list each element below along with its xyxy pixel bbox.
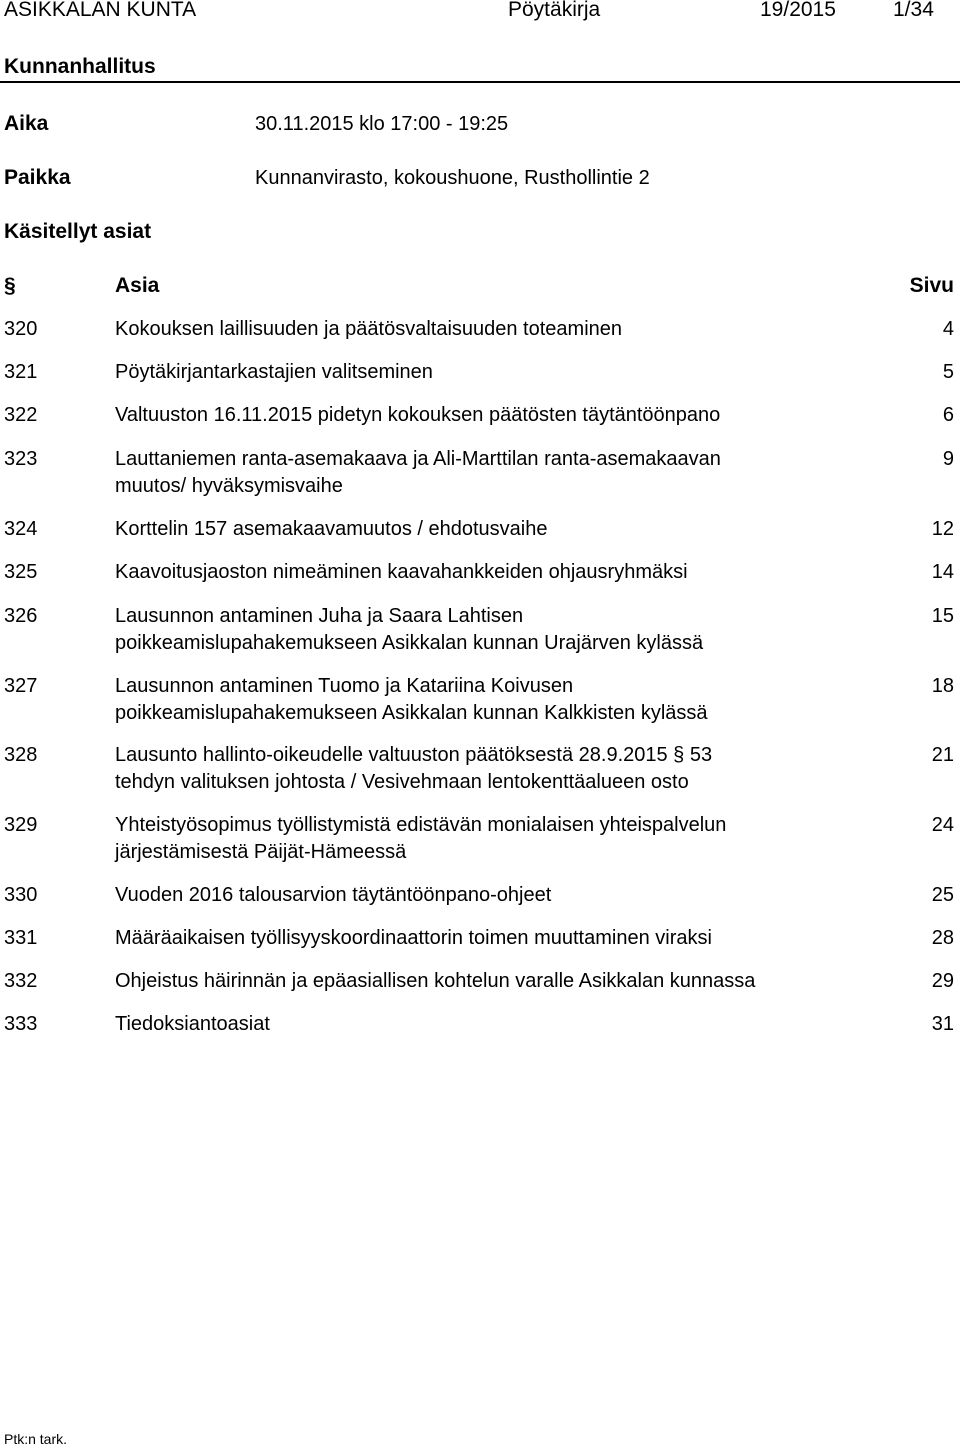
item-number: 323	[4, 448, 38, 470]
item-title: Ohjeistus häirinnän ja epäasiallisen kohtelun varalle Asikkalan kunnassa	[115, 970, 756, 992]
item-title: Lauttaniemen ranta-asemakaava ja Ali-Marttilan ranta-asemakaavan	[115, 448, 721, 470]
time-value: 30.11.2015 klo 17:00 - 19:25	[255, 113, 509, 135]
item-title-cont: poikkeamislupahakemukseen Asikkalan kunnan Kalkkisten kylässä	[115, 702, 708, 724]
item-number: 333	[4, 1013, 38, 1035]
item-page: 24	[931, 814, 954, 836]
place-label: Paikka	[4, 166, 71, 189]
item-page: 31	[931, 1013, 954, 1035]
item-title-cont: muutos/ hyväksymisvaihe	[115, 475, 343, 497]
item-page: 12	[931, 518, 954, 540]
item-title: Lausunnon antaminen Tuomo ja Katariina Koivusen	[115, 675, 574, 697]
item-title: Vuoden 2016 talousarvion täytäntöönpano-ohjeet	[115, 884, 552, 906]
item-title: Kaavoitusjaoston nimeäminen kaavahankkeiden ohjausryhmäksi	[115, 561, 688, 583]
subject-header: Asia	[115, 274, 160, 297]
item-page: 18	[931, 675, 954, 697]
item-page: 14	[931, 561, 954, 583]
item-title: Lausunnon antaminen Juha ja Saara Lahtisen	[115, 605, 524, 627]
item-number: 332	[4, 970, 38, 992]
items-heading: Käsitellyt asiat	[4, 220, 152, 243]
item-title: Lausunto hallinto-oikeudelle valtuuston päätöksestä 28.9.2015 § 53	[115, 744, 713, 766]
item-number: 325	[4, 561, 38, 583]
item-number: 322	[4, 404, 38, 426]
item-number: 321	[4, 361, 38, 383]
item-title: Tiedoksiantoasiat	[115, 1013, 270, 1035]
item-page: 28	[931, 927, 954, 949]
item-title: Pöytäkirjantarkastajien valitseminen	[115, 361, 433, 383]
governing-body: Kunnanhallitus	[4, 55, 156, 78]
item-number: 328	[4, 744, 38, 766]
document-type: Pöytäkirja	[508, 0, 601, 21]
place-value: Kunnanvirasto, kokoushuone, Rusthollintie 2	[255, 167, 650, 189]
item-title: Määräaikaisen työllisyyskoordinaattorin toimen muuttaminen viraksi	[115, 927, 712, 949]
item-number: 329	[4, 814, 38, 836]
item-title: Yhteistyösopimus työllistymistä edistävän monialaisen yhteispalvelun	[115, 814, 727, 836]
page-header: Sivu	[909, 274, 954, 297]
item-title: Valtuuston 16.11.2015 pidetyn kokouksen päätösten täytäntöönpano	[115, 404, 721, 426]
item-number: 326	[4, 605, 38, 627]
item-title: Kokouksen laillisuuden ja päätösvaltaisuuden toteaminen	[115, 318, 623, 340]
item-page: 6	[942, 404, 954, 426]
item-number: 331	[4, 927, 38, 949]
item-page: 29	[931, 970, 954, 992]
minutes-check-footer: Ptk:n tark.	[4, 1431, 68, 1447]
item-title-cont: järjestämisestä Päijät-Hämeessä	[115, 841, 407, 863]
item-title-cont: tehdyn valituksen johtosta / Vesivehmaan lentokenttäalueen osto	[115, 771, 689, 793]
organization-name: ASIKKALAN KUNTA	[4, 0, 197, 21]
item-page: 21	[931, 744, 954, 766]
item-number: 330	[4, 884, 38, 906]
item-number: 327	[4, 675, 38, 697]
time-label: Aika	[4, 112, 49, 135]
item-page: 25	[931, 884, 954, 906]
item-page: 4	[942, 318, 954, 340]
header-divider	[0, 81, 960, 83]
item-page: 9	[942, 448, 954, 470]
item-page: 5	[942, 361, 954, 383]
item-title-cont: poikkeamislupahakemukseen Asikkalan kunnan Urajärven kylässä	[115, 632, 704, 654]
item-number: 320	[4, 318, 38, 340]
item-page: 15	[931, 605, 954, 627]
item-number: 324	[4, 518, 38, 540]
item-title: Korttelin 157 asemakaavamuutos / ehdotusvaihe	[115, 518, 548, 540]
section-header: §	[4, 274, 16, 297]
page-number: 1/34	[893, 0, 934, 21]
document-number: 19/2015	[760, 0, 836, 21]
